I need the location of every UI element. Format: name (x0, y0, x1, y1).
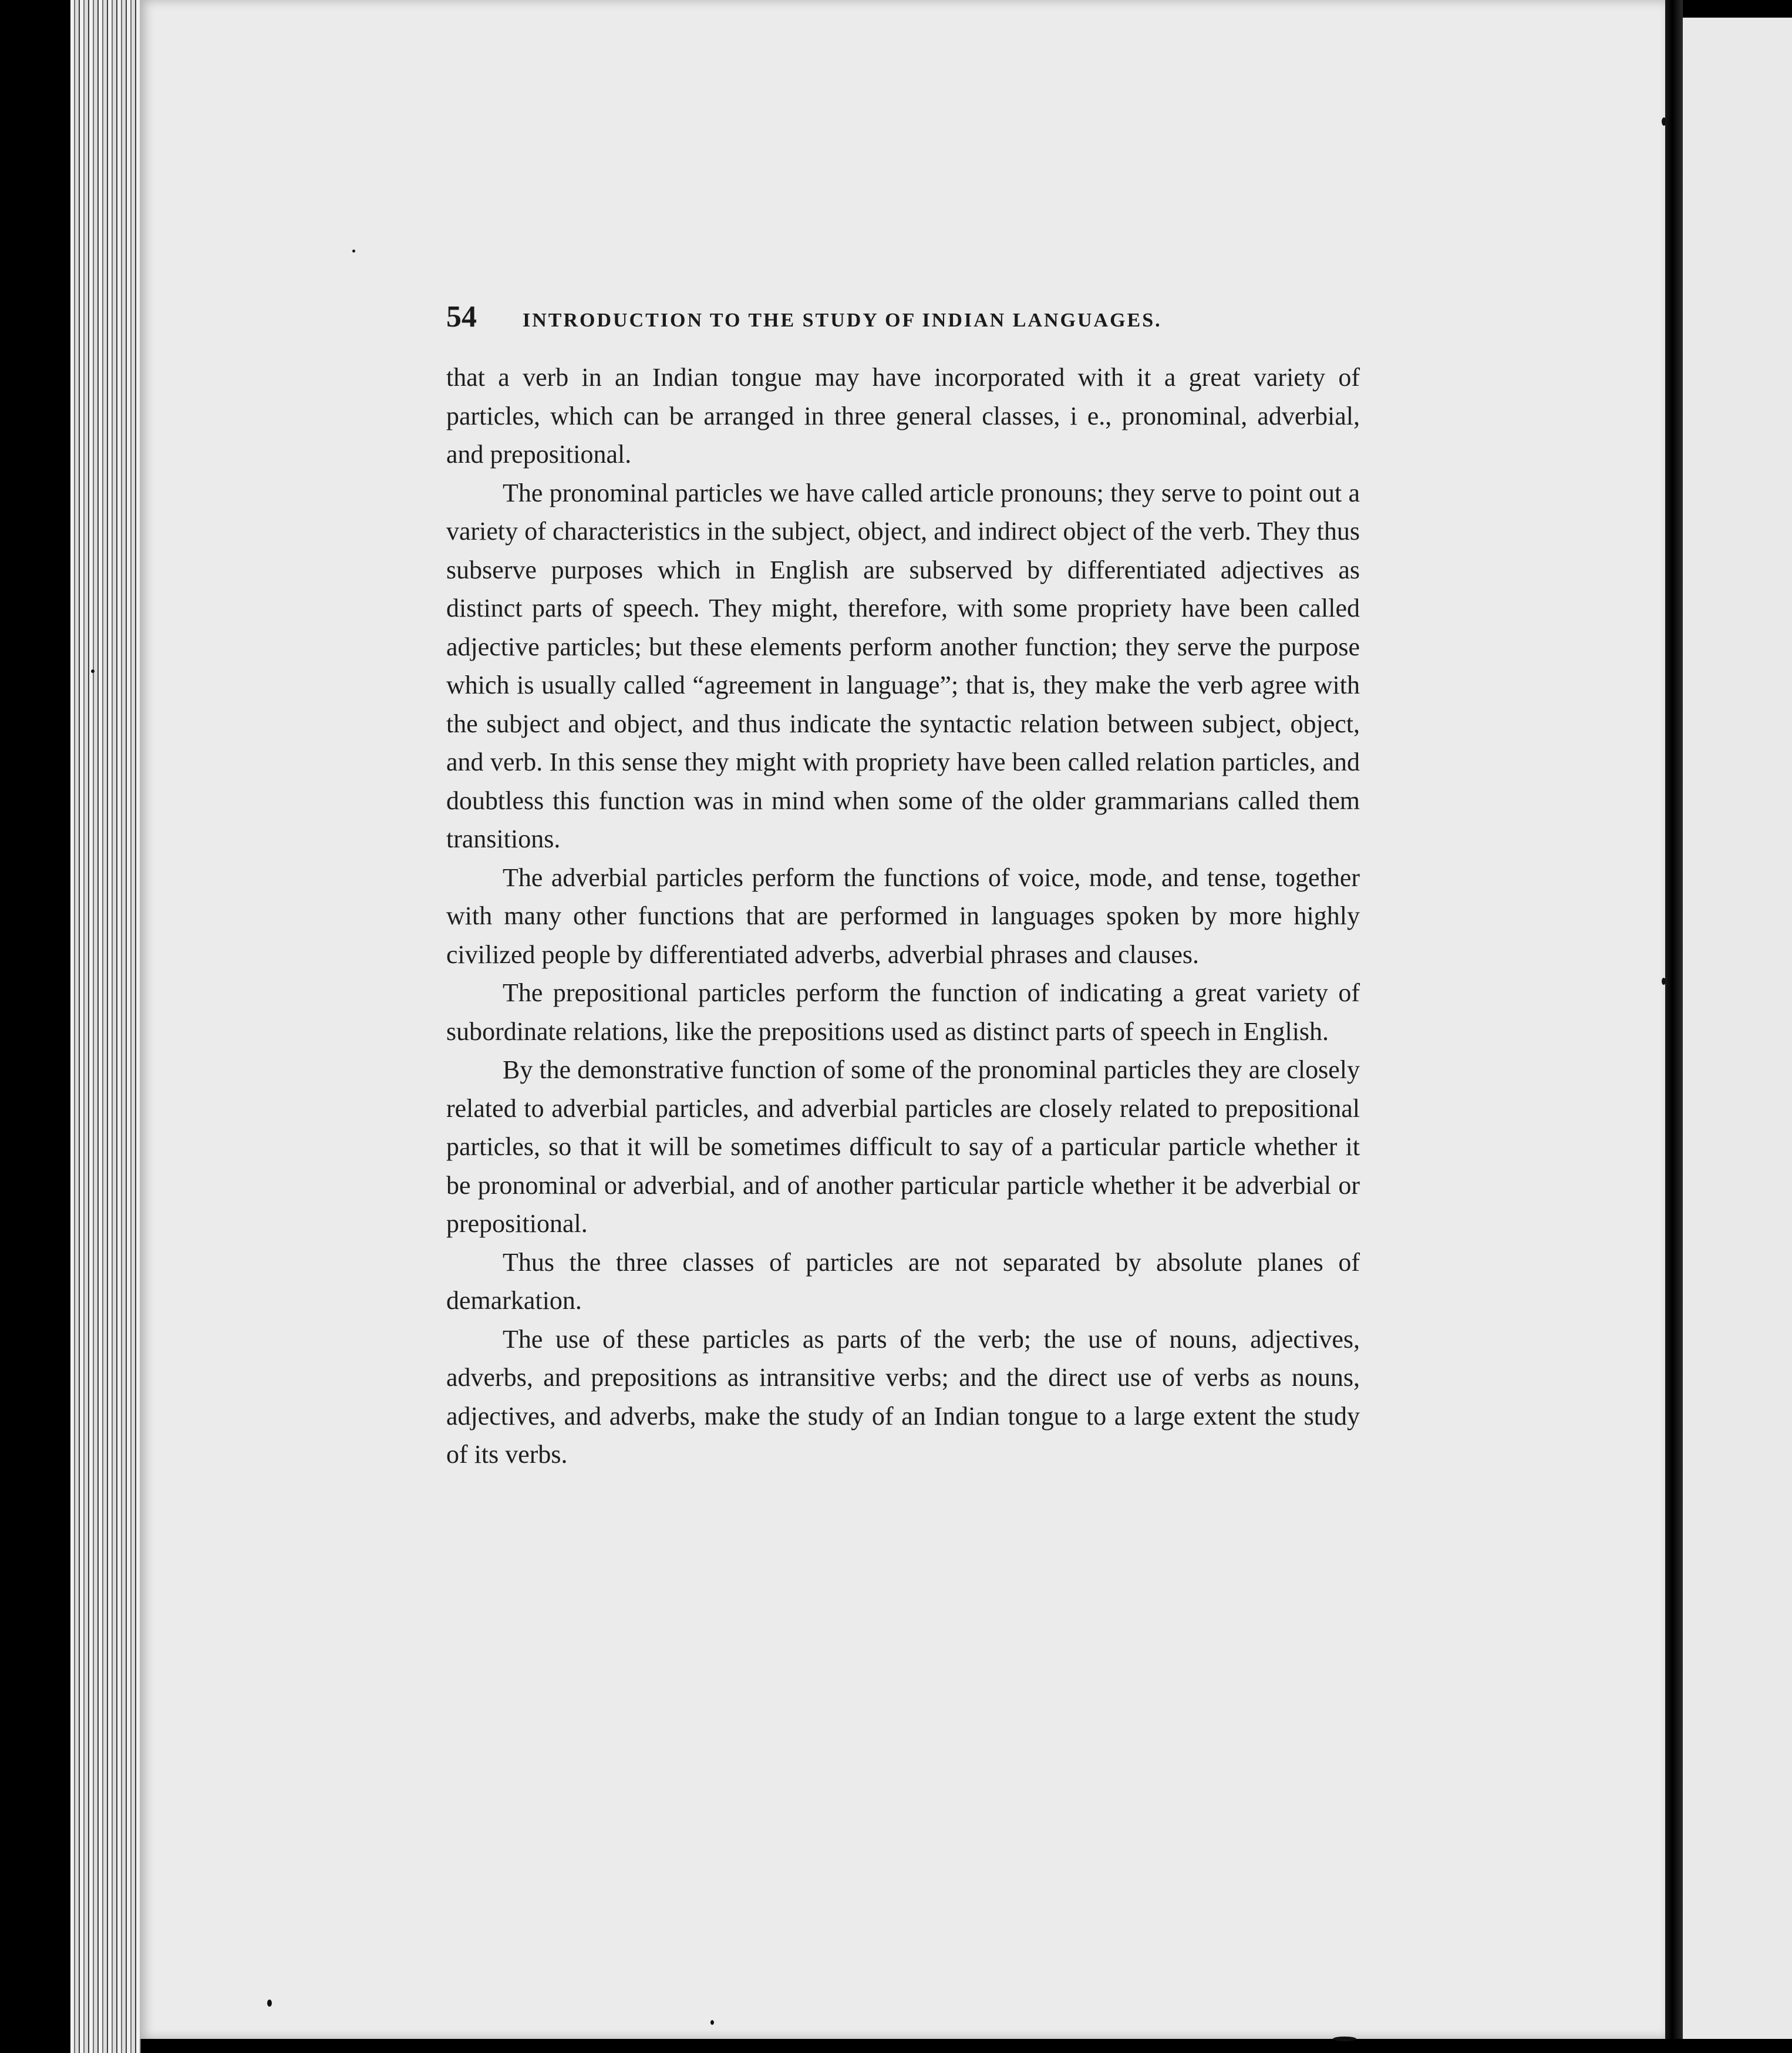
paragraph: The prepositional particles perform the function of indicating a great variety of subordinate relations, like the prepositions used as distinct parts of speech in English. (446, 978, 1360, 1046)
page-number: 54 (446, 300, 477, 334)
book-binding-edge (70, 0, 141, 2053)
speck (1662, 117, 1666, 126)
speck (1333, 2037, 1356, 2041)
page-gutter-edge (1665, 0, 1683, 2039)
running-head: INTRODUCTION TO THE STUDY OF INDIAN LANGUAGES. (523, 309, 1162, 331)
speck (710, 2020, 714, 2025)
paragraph: that a verb in an Indian tongue may have incorporated with it a great variety of particles, which can be arranged in three general classes, i e., pronominal, adverbial, and prepositional. (446, 363, 1360, 469)
speck (267, 2000, 272, 2007)
speck (91, 669, 95, 673)
paragraph: Thus the three classes of particles are not separated by absolute planes of demarkation. (446, 1247, 1360, 1315)
speck (352, 250, 355, 253)
paragraph: The use of these particles as parts of the verb; the use of nouns, adjectives, adverbs, and prepositions as intransitive verbs; and the direct use of verbs as nouns, adjectives, and adverbs, make the study of an Indian tongue to a large extent the study of its verbs. (446, 1324, 1360, 1469)
paragraph: By the demonstrative function of some of the pronominal particles they are closely related to adverbial particles, and adverbial particles are closely related to prepositional particles, so that it will be sometimes difficult to say of a particular particle whether it be pronominal or adverbial, and of another particular particle whether it be adverbial or prepositional. (446, 1055, 1360, 1238)
body-text (446, 358, 1360, 1474)
paragraph: The adverbial particles perform the functions of voice, mode, and tense, together with many other functions that are performed in languages spoken by more highly civilized people by differentiated adverbs, adverbial phrases and clauses. (446, 863, 1360, 969)
paragraph: The pronominal particles we have called article pronouns; they serve to point out a variety of characteristics in the subject, object, and indirect object of the verb. They thus subserve purposes which in English are subserved by differentiated adjectives as distinct parts of speech. They might, therefore, with some propriety have been called adjective particles; but these elements perform another function; they serve the purpose which is usually called “agreement in language”; that is, they make the verb agree with the subject and object, and thus indicate the syntactic relation between subject, object, and verb. In this sense they might with propriety have been called relation particles, and doubtless this function was in mind when some of the older grammarians called them transitions. (446, 478, 1360, 853)
speck (1662, 978, 1666, 985)
facing-page-edge (1683, 18, 1792, 2039)
page-header (446, 299, 1362, 334)
